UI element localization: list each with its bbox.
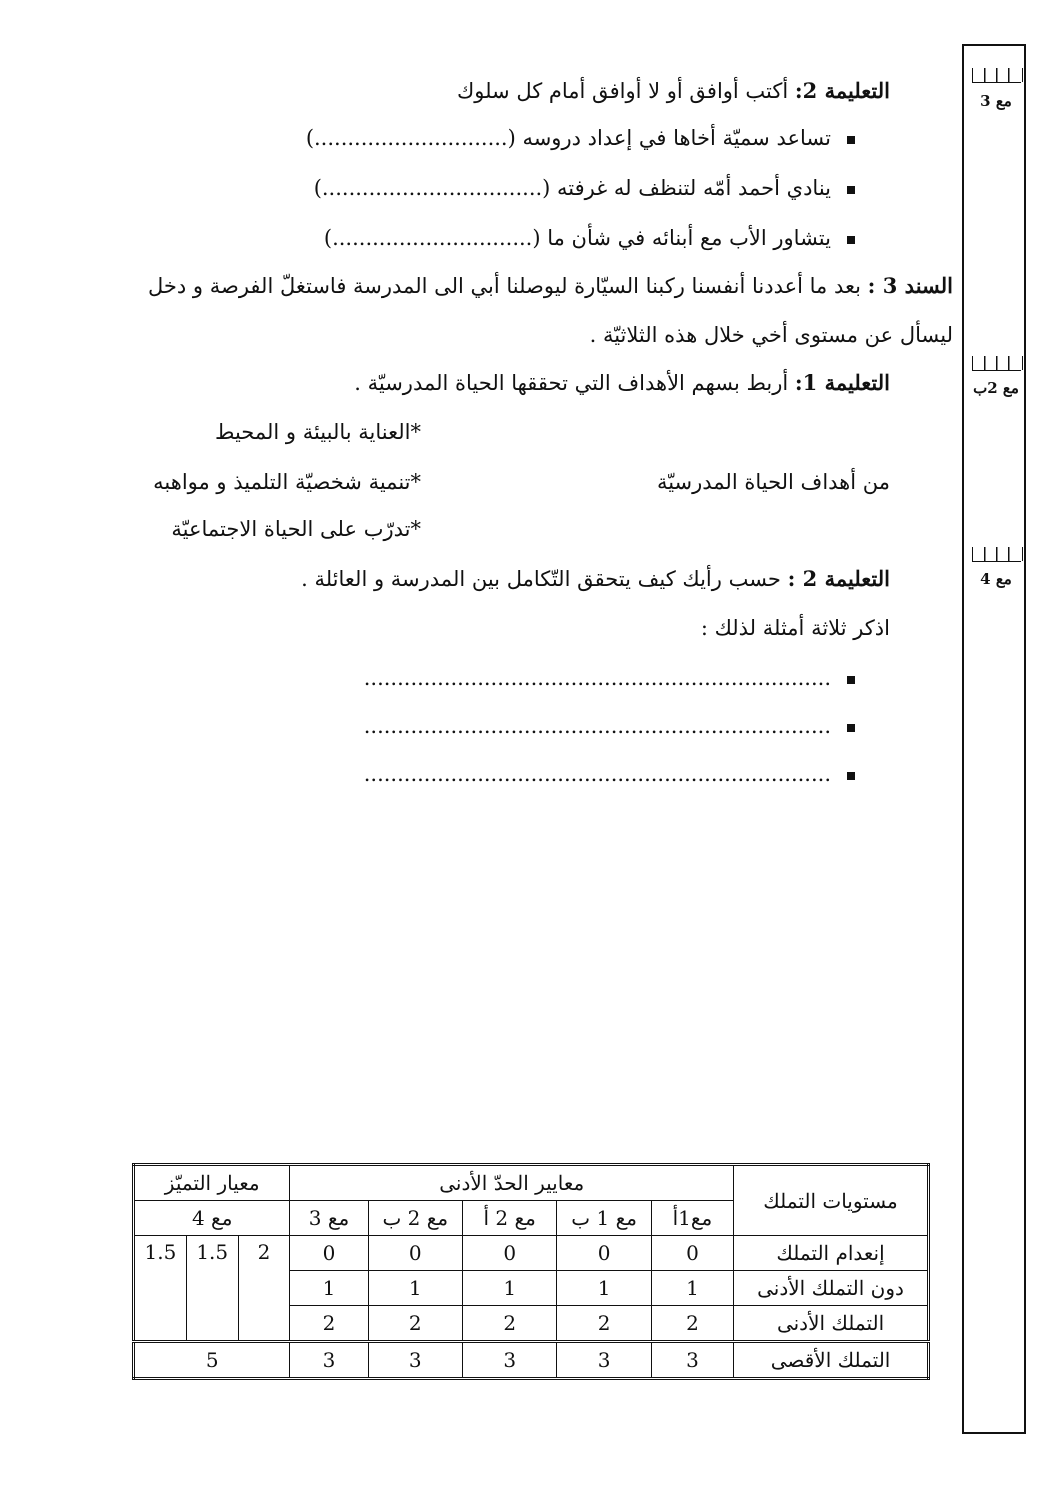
list-item-text[interactable]: يتشاور الأب مع أبنائه في شأن ما (..............................) [323,226,831,250]
score-cell: 0 [368,1236,462,1271]
goal-option[interactable]: *العناية بالبيئة و المحيط [215,420,421,444]
goal-option[interactable]: *تدرّب على الحياة الاجتماعيّة [171,517,421,541]
score-cell: 3 [557,1342,651,1379]
score-ticks [972,356,1021,371]
criterion-header: مع 2 أ [462,1201,556,1236]
sanad3-line1 [148,273,953,298]
list-item [324,226,855,250]
answer-blank[interactable]: ...................................................................... [363,714,831,738]
score-cell: 3 [368,1342,462,1379]
bullet-icon [847,724,855,732]
criterion-header: مع1أ [651,1201,733,1236]
level-cell: التملك الأقصى [734,1342,929,1379]
score-cell: 0 [290,1236,368,1271]
margin-label: مع 3 [980,92,1012,110]
score-cell: 2 [368,1306,462,1342]
score-cell: 2 [651,1306,733,1342]
excellence-cell: 1.5 [186,1236,238,1342]
answer-line [364,714,855,738]
score-cell: 3 [462,1342,556,1379]
goals-label: من أهداف الحياة المدرسيّة [656,470,890,494]
sanad3-text: بعد ما أعددنا أنفسنا ركبنا السيّارة ليوصلنا أبي الى المدرسة فاستغلّ الفرصة و دخل [148,274,868,298]
instruction2b-sub: اذكر ثلاثة أمثلة لذلك : [700,616,890,640]
excellence-criterion-header: مع 4 [134,1201,290,1236]
sanad3-label: السند 3 : [867,273,953,298]
level-cell: التملك الأدنى [734,1306,929,1342]
score-cell: 1 [557,1271,651,1306]
score-cell: 2 [462,1306,556,1342]
score-ticks [972,547,1021,562]
score-cell: 2 [290,1306,368,1342]
excellence-header: معيار التميّز [134,1165,290,1201]
score-cell: 0 [651,1236,733,1271]
margin-label: مع 2ب [973,379,1019,397]
score-cell: 1 [290,1271,368,1306]
instruction1-heading [354,370,890,395]
list-item-text[interactable]: تساعد سميّة أخاها في إعداد دروسه (.............................) [305,126,831,150]
criterion-header: مع 3 [290,1201,368,1236]
instruction2a-label: التعليمة 2: [794,78,890,103]
score-cell: 0 [557,1236,651,1271]
instruction2b-heading [301,566,890,591]
answer-line [364,666,855,690]
instruction2b-label: التعليمة 2 : [787,566,890,591]
sanad3-line2: ليسأل عن مستوى أخي خلال هذه الثلاثيّة . [589,323,953,347]
score-cell: 3 [651,1342,733,1379]
margin-label: مع 4 [980,570,1012,588]
levels-header: مستويات التملك [734,1165,929,1236]
bullet-icon [847,186,855,194]
score-cell: 1 [368,1271,462,1306]
level-cell: إنعدام التملك [734,1236,929,1271]
instruction2a-text: أكتب أوافق أو لا أوافق أمام كل سلوك [456,79,795,103]
grading-margin [962,44,1026,1434]
excellence-cell: 2 [238,1236,290,1342]
instruction2a-heading [457,78,890,103]
list-item [306,126,855,150]
instruction2b-text: حسب رأيك كيف يتحقق التّكامل بين المدرسة و العائلة . [301,567,788,591]
grading-table [132,1163,930,1380]
bullet-icon [847,772,855,780]
answer-blank[interactable]: ...................................................................... [363,762,831,786]
answer-blank[interactable]: ...................................................................... [363,666,831,690]
min-criteria-header: معايير الحدّ الأدنى [290,1165,734,1201]
table-row [134,1342,929,1379]
list-item-text[interactable]: ينادي أحمد أمّه لتنظف له غرفته (.................................) [313,176,831,200]
level-cell: دون التملك الأدنى [734,1271,929,1306]
bullet-icon [847,236,855,244]
instruction1-label: التعليمة 1: [794,370,890,395]
instruction1-text: أربط بسهم الأهداف التي تحققها الحياة المدرسيّة . [354,371,795,395]
goal-option[interactable]: *تنمية شخصيّة التلميذ و مواهبه [153,470,421,494]
score-cell: 0 [462,1236,556,1271]
bullet-icon [847,676,855,684]
table-row [134,1236,929,1271]
criterion-header: مع 2 ب [368,1201,462,1236]
list-item [314,176,855,200]
score-cell: 3 [290,1342,368,1379]
score-cell: 2 [557,1306,651,1342]
excellence-total-cell: 5 [134,1342,290,1379]
score-cell: 1 [462,1271,556,1306]
score-cell: 1 [651,1271,733,1306]
excellence-cell: 1.5 [134,1236,187,1342]
answer-line [364,762,855,786]
score-ticks [972,68,1021,83]
bullet-icon [847,136,855,144]
criterion-header: مع 1 ب [557,1201,651,1236]
